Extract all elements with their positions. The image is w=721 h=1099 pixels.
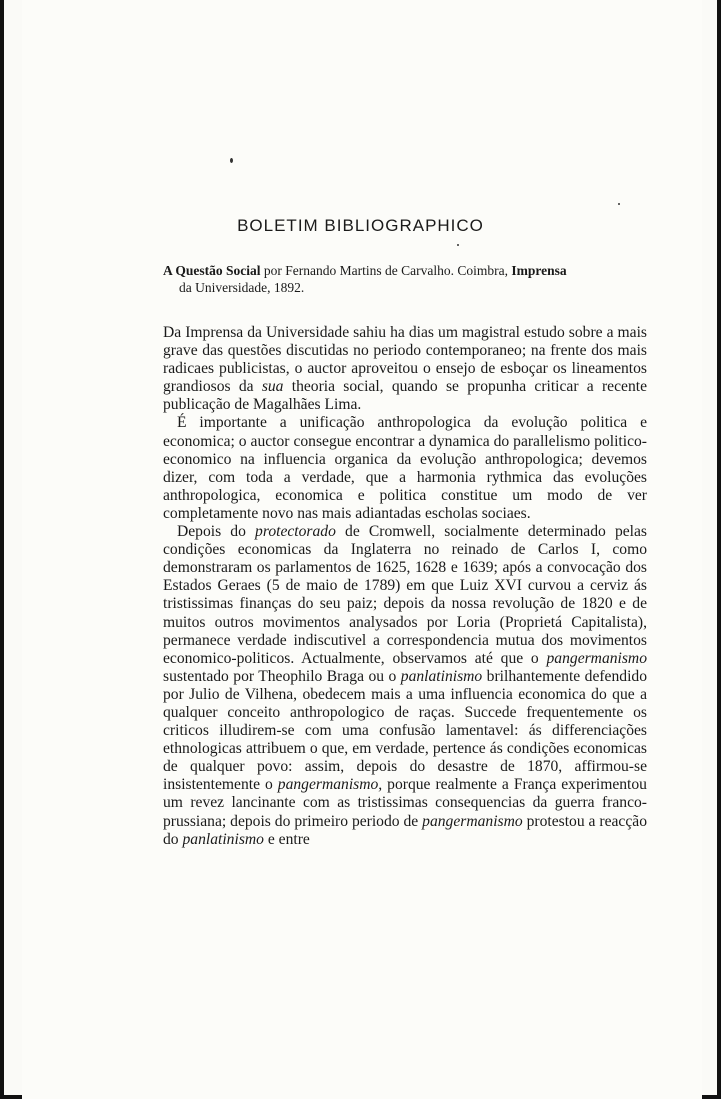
paragraph-text: Da Imprensa da Universidade sahiu ha dias um magistral estudo sobre a mais grave das questões discutidas no periodo contemporaneo; na frente dos mais radicaes publicistas, o auctor aproveitou o ensejo de esboçar os lineamentos grandiosos da [163, 324, 647, 396]
emphasis-text: sua [261, 378, 284, 396]
paragraph-text: e entre [263, 830, 310, 848]
paragraph-text: porque realmente a França experimentou um revez lancinante com as tristissimas consequencias da guerra franco-prussiana; depois do primeiro periodo de [163, 776, 647, 830]
ink-speck [618, 203, 620, 205]
book-title: A Questão Social [163, 263, 261, 278]
paragraph-text: protestou a reacção do [163, 812, 647, 848]
paragraph-3 [163, 523, 647, 849]
paragraph-text: sustentado por Theophilo Braga ou o [163, 667, 401, 685]
paragraph-1 [163, 324, 647, 414]
paragraph-text: de Cromwell, socialmente determinado pelas condições economicas da Inglaterra no reinado de Carlos I, como demonstraram os parlamentos de 1625, 1628 e 1639; após a convocação dos Estados Geraes (5 de maio de 1789) em que Luiz XVI curvou a cerviz ás tristissimas finanças do seu paiz; depois da nossa revolução de 1820 e de muitos outros movimentos analysados por Loria (Proprietá Capitalista), permanece verdade indiscutivel a correspondencia mutua dos movimentos economico-politicos. Actualmente, observamos até que o [163, 523, 647, 667]
paragraph-text: brilhantemente defendido por Julio de Vilhena, obedecem mais a uma influencia economica do que a qualquer conceito anthropologico de raças. Succede frequentemente os criticos illudirem-se com uma confusão lamentavel: ás differenciações ethnologicas attribuem o que, em verdade, pertence ás condições economicas de qualquer povo: assim, depois do desastre de 1870, affirmou-se insistentemente o [163, 667, 647, 794]
bibliography-entry [163, 262, 646, 296]
emphasis-text: protectorado [255, 523, 336, 541]
publisher-end: da Universidade, 1892. [179, 280, 305, 295]
emphasis-text: pangermanismo [422, 812, 523, 830]
emphasis-text: pangermanismo [546, 649, 647, 667]
emphasis-text: panlatinismo [400, 667, 483, 685]
ink-speck [457, 244, 459, 246]
paragraph-text: theoria social, quando se propunha criticar a recente publicação de Magalhães Lima. [163, 378, 647, 414]
article-body [163, 324, 647, 849]
page-title: BOLETIM BIBLIOGRAPHICO [237, 216, 484, 235]
emphasis-text: panlatinismo [182, 830, 264, 848]
ink-speck [230, 158, 233, 163]
author-line: por Fernando Martins de Carvalho. Coimbra, [263, 263, 508, 278]
paragraph-text: Depois do [177, 523, 256, 541]
emphasis-text: pangermanismo, [277, 776, 383, 794]
publisher-start: Imprensa [511, 263, 567, 278]
paragraph-2: É importante a unificação anthropologica da evolução politica e economica; o auctor consegue encontrar a dynamica do parallelismo politico-economico na influencia organica da evolução anthropologica; devemos dizer, com toda a verdade, que a harmonia rythmica das evoluções anthropologica, economica e politica constitue um modo de ver completamente novo nas mais adiantadas escholas sociaes. [163, 414, 647, 522]
